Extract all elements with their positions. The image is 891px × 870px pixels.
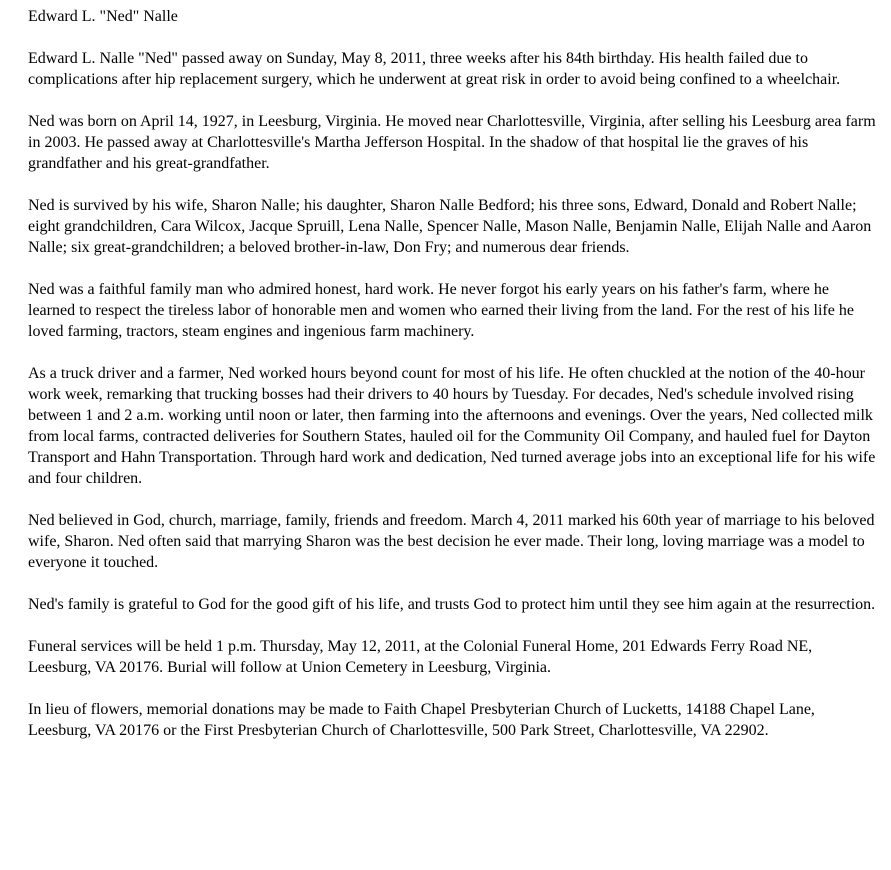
- paragraph-family-man: Ned was a faithful family man who admired honest, hard work. He never forgot his early years on his father's farm, where he learned to respect the tireless labor of honorable men and women who earned their living from the land. For the rest of his life he loved farming, tractors, steam engines and ingenious farm machinery.: [28, 281, 854, 340]
- paragraph-gratitude: Ned's family is grateful to God for the good gift of his life, and trusts God to protect him until they see him again at the resurrection.: [28, 596, 876, 613]
- paragraph-death-notice: Edward L. Nalle "Ned" passed away on Sunday, May 8, 2011, three weeks after his 84th birthday. His health failed due to complications after hip replacement surgery, which he underwent at great risk in order to avoid being confined to a wheelchair.: [28, 50, 841, 88]
- paragraph-memorial-donations: In lieu of flowers, memorial donations may be made to Faith Chapel Presbyterian Church of Lucketts, 14188 Chapel Lane, Leesburg, VA 20176 or the First Presbyterian Church of Charlottesville, 500 Park Street, Charlottesville, VA 22902.: [28, 701, 815, 739]
- document-title: Edward L. "Ned" Nalle: [28, 8, 178, 25]
- paragraph-career: As a truck driver and a farmer, Ned worked hours beyond count for most of his life. He often chuckled at the notion of the 40-hour work week, remarking that trucking bosses had their drivers to 40 hours by Tuesday. For decades, Ned's schedule involved rising between 1 and 2 a.m. working until noon or later, then farming into the afternoons and evenings. Over the years, Ned collected milk from local farms, contracted deliveries for Southern States, hauled oil for the Community Oil Company, and hauled fuel for Dayton Transport and Hahn Transportation. Through hard work and dedication, Ned turned average jobs into an exceptional life for his wife and four children.: [28, 365, 876, 487]
- paragraph-survivors: Ned is survived by his wife, Sharon Nalle; his daughter, Sharon Nalle Bedford; his three sons, Edward, Donald and Robert Nalle; eight grandchildren, Cara Wilcox, Jacque Spruill, Lena Nalle, Spencer Nalle, Mason Nalle, Benjamin Nalle, Elijah Nalle and Aaron Nalle; six great-grandchildren; a beloved brother-in-law, Don Fry; and numerous dear friends.: [28, 197, 872, 256]
- paragraph-faith-and-marriage: Ned believed in God, church, marriage, family, friends and freedom. March 4, 2011 marked his 60th year of marriage to his beloved wife, Sharon. Ned often said that marrying Sharon was the best decision he ever made. Their long, loving marriage was a model to everyone it touched.: [28, 512, 875, 571]
- paragraph-birth-and-residence: Ned was born on April 14, 1927, in Leesburg, Virginia. He moved near Charlottesville, Virginia, after selling his Leesburg area farm in 2003. He passed away at Charlottesville's Martha Jefferson Hospital. In the shadow of that hospital lie the graves of his grandfather and his great-grandfather.: [28, 113, 876, 172]
- paragraph-funeral-services: Funeral services will be held 1 p.m. Thursday, May 12, 2011, at the Colonial Funeral Home, 201 Edwards Ferry Road NE, Leesburg, VA 20176. Burial will follow at Union Cemetery in Leesburg, Virginia.: [28, 638, 813, 676]
